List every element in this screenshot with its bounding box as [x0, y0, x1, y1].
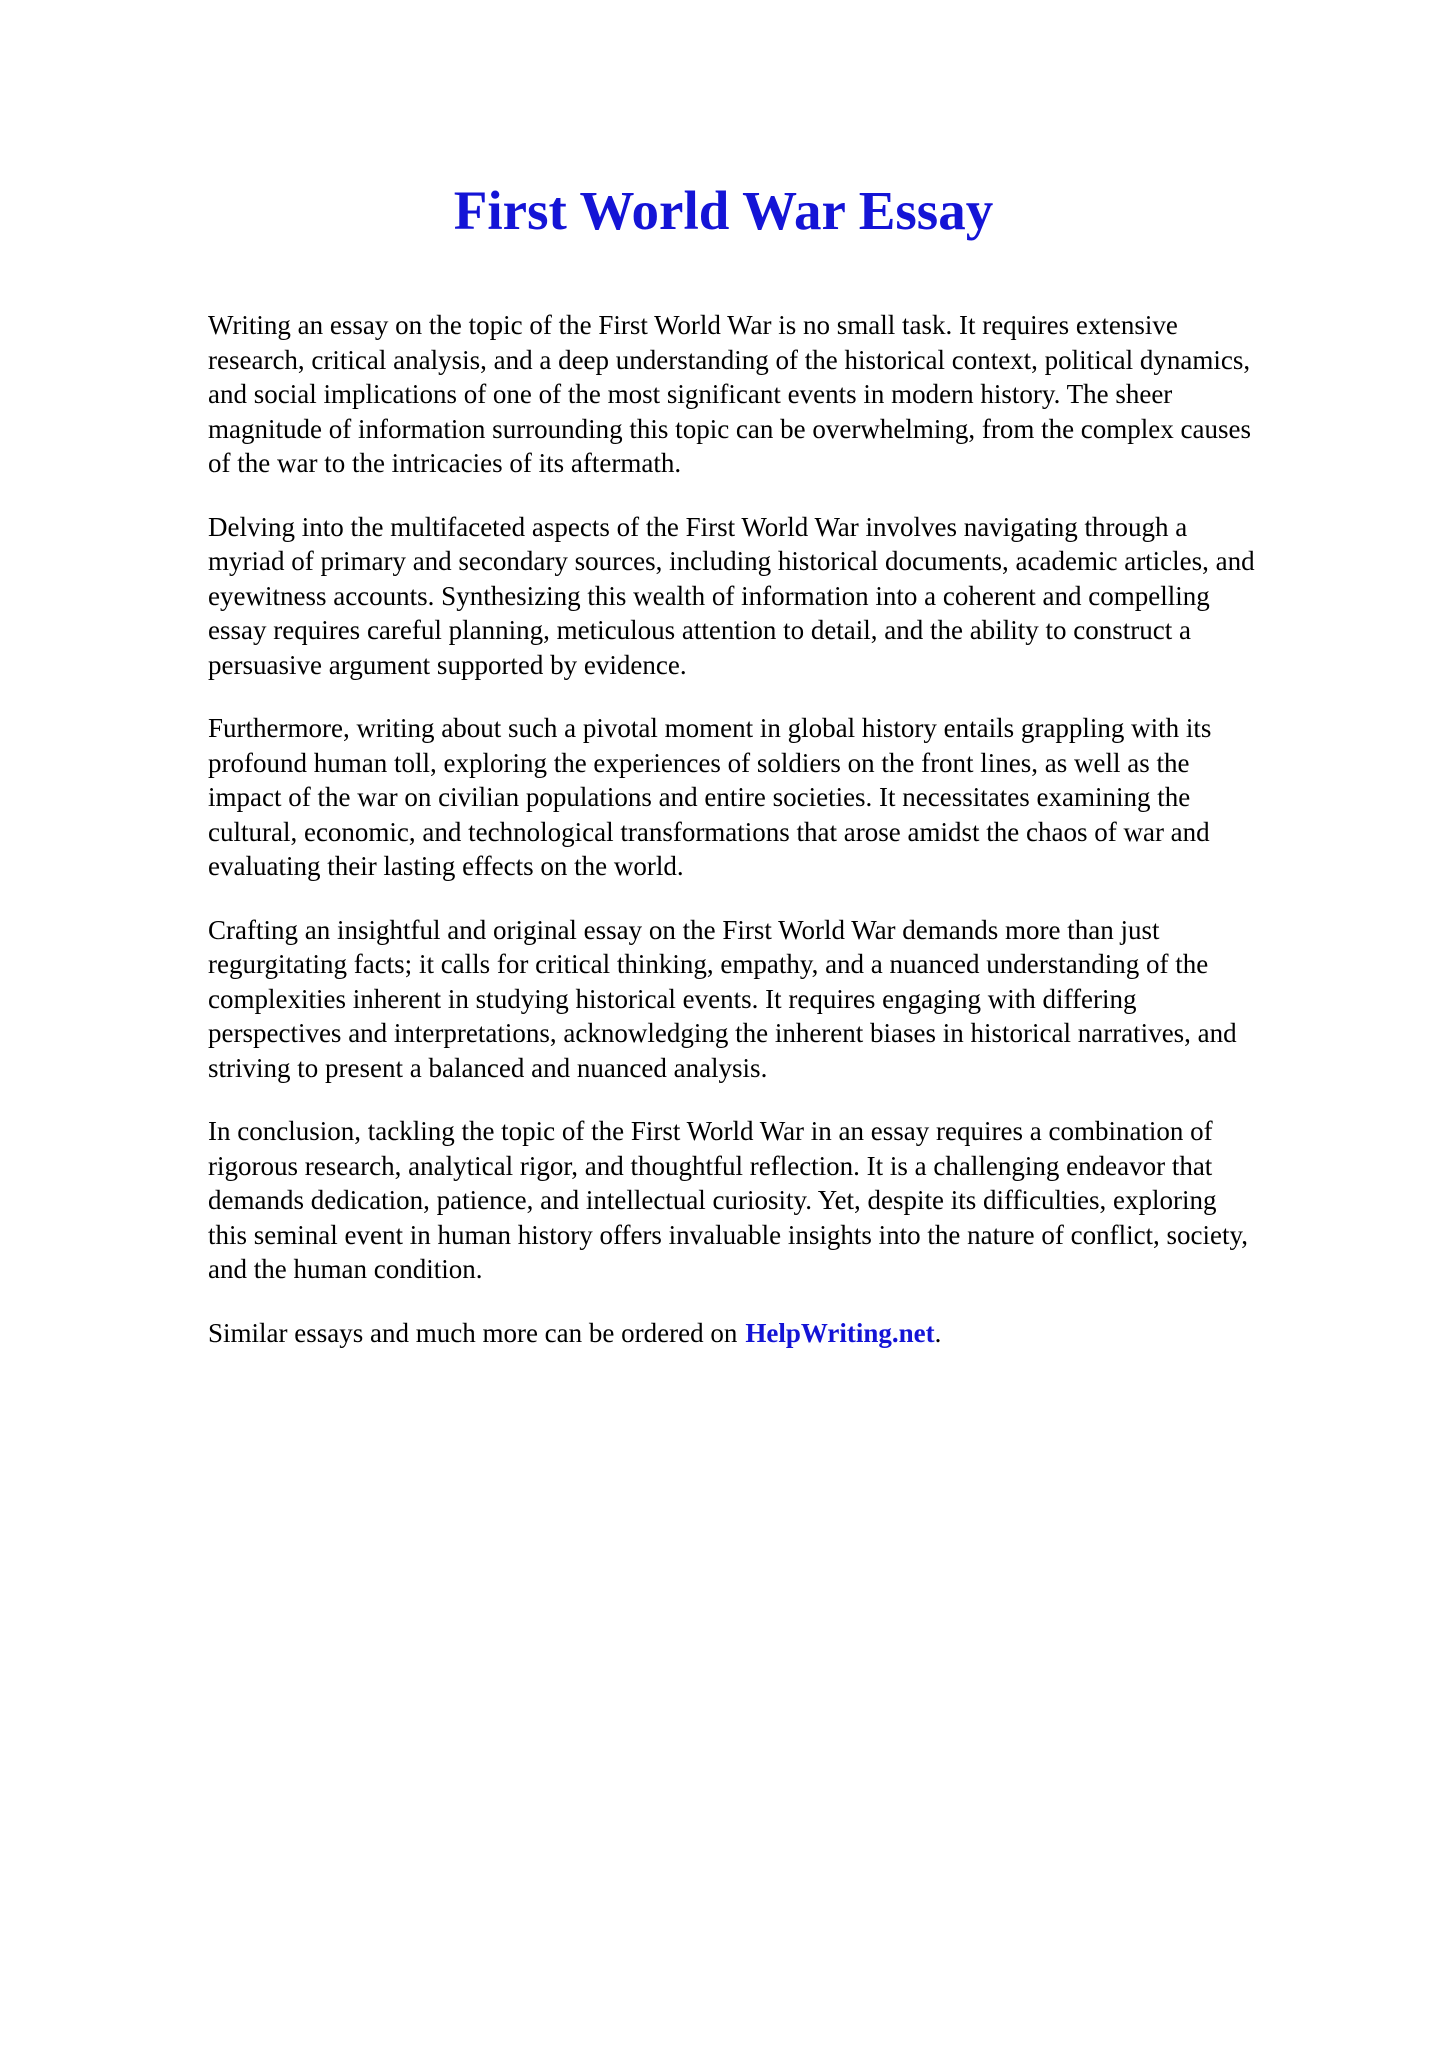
text-line: myriad of primary and secondary sources, including historical documents, academic articles, and [208, 546, 1255, 576]
text-line: cultural, economic, and technological transformations that arose amidst the chaos of war and [208, 816, 1210, 847]
document-title: First World War Essay [453, 180, 994, 241]
paragraph-4 [208, 913, 1348, 1086]
text-line: demands dedication, patience, and intellectual curiosity. Yet, despite its difficulties, exploring [208, 1185, 1217, 1215]
paragraph-2 [208, 510, 1348, 683]
footer-note [208, 1316, 1348, 1351]
text-line: evaluating their lasting effects on the world. [208, 851, 684, 881]
text-line: eyewitness accounts. Synthesizing this wealth of information into a coherent and compelling [208, 580, 1210, 611]
text-line: complexities inherent in studying historical events. It requires engaging with differing [208, 983, 1137, 1014]
text-line: regurgitating facts; it calls for critical thinking, empathy, and a nuanced understanding of the [208, 949, 1209, 979]
text-line: essay requires careful planning, meticulous attention to detail, and the ability to construct a [208, 615, 1191, 645]
text-line: In conclusion, tackling the topic of the First World War in an essay requires a combination of [208, 1116, 1213, 1146]
text-line: Furthermore, writing about such a pivotal moment in global history entails grappling with its [208, 713, 1212, 743]
text-line: impact of the war on civilian populations and entire societies. It necessitates examining the [208, 782, 1191, 812]
text-line: research, critical analysis, and a deep understanding of the historical context, political dynamics, [208, 344, 1251, 375]
footer-prefix: Similar essays and much more can be ordered on [208, 1317, 738, 1348]
text-line: profound human toll, exploring the experiences of soldiers on the front lines, as well as the [208, 747, 1190, 778]
text-line: and social implications of one of the most significant events in modern history. The sheer [208, 379, 1173, 409]
essay-body [208, 308, 1348, 1379]
text-line: rigorous research, analytical rigor, and thoughtful reflection. It is a challenging endeavor that [208, 1150, 1213, 1181]
paragraph-1 [208, 308, 1348, 481]
helpwriting-link[interactable]: HelpWriting.net [745, 1317, 935, 1348]
text-line: this seminal event in human history offers invaluable insights into the nature of conflict, society, [208, 1219, 1249, 1250]
text-line: Crafting an insightful and original essay on the First World War demands more than just [208, 914, 1160, 945]
text-line: Delving into the multifaceted aspects of the First World War involves navigating through a [208, 511, 1188, 542]
text-line: striving to present a balanced and nuanced analysis. [208, 1052, 768, 1083]
text-line: persuasive argument supported by evidence. [208, 649, 687, 680]
paragraph-3 [208, 711, 1348, 884]
paragraph-5 [208, 1114, 1348, 1287]
text-line: and the human condition. [208, 1254, 483, 1284]
footer-suffix: . [934, 1317, 942, 1348]
text-line: of the war to the intricacies of its aftermath. [208, 448, 682, 478]
text-line: Writing an essay on the topic of the First World War is no small task. It requires extensive [208, 310, 1178, 340]
text-line: magnitude of information surrounding this topic can be overwhelming, from the complex causes [208, 413, 1251, 444]
text-line: perspectives and interpretations, acknowledging the inherent biases in historical narratives, and [208, 1018, 1237, 1048]
